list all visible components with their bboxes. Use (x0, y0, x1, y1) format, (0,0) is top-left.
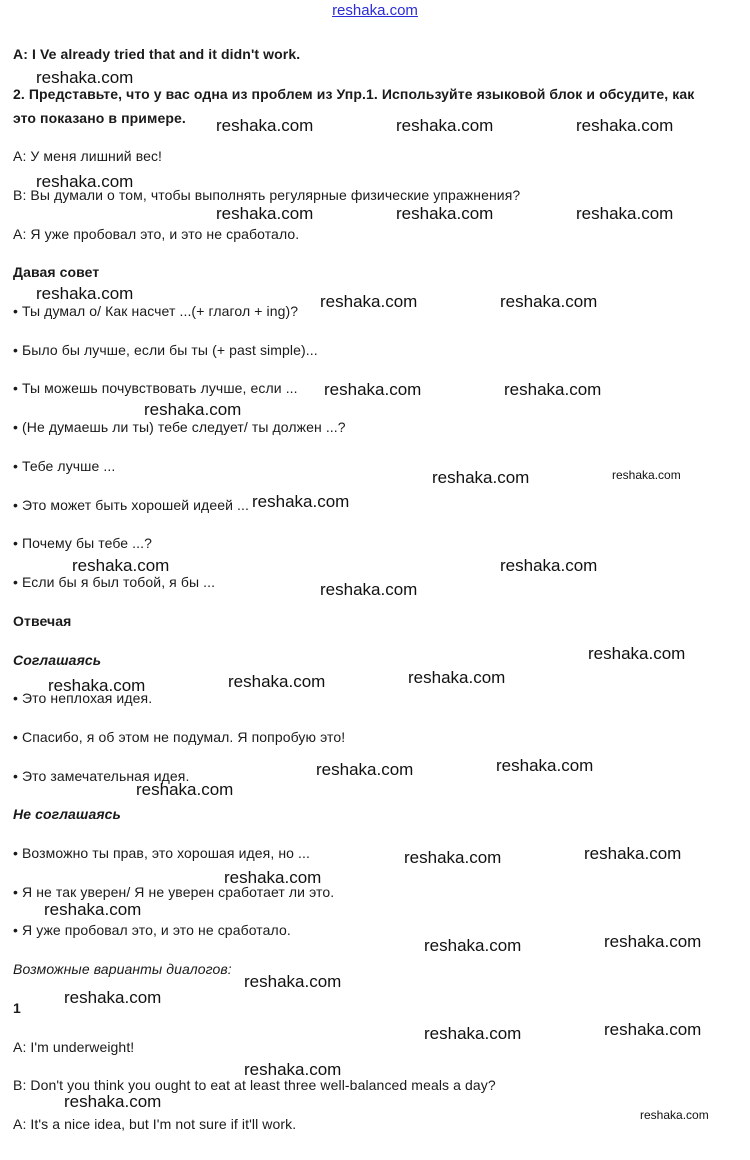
dialog-line-a1: А: У меня лишний вес! (13, 148, 163, 164)
watermark: reshaka.com (44, 900, 142, 919)
watermark: reshaka.com (496, 756, 594, 775)
watermark: reshaka.com (320, 292, 418, 311)
example-dialog-line: A: I'm underweight! (13, 1039, 135, 1055)
watermark: reshaka.com (36, 68, 134, 87)
agree-item: • Это неплохая идея. (13, 690, 153, 706)
disagree-item: • Я не так уверен/ Я не уверен сработает ли это. (13, 884, 335, 900)
watermark: reshaka.com (244, 972, 342, 991)
watermark: reshaka.com (216, 204, 314, 223)
section-heading-responding: Отвечая (13, 613, 72, 629)
watermark: reshaka.com (584, 844, 682, 863)
advice-item: • Было бы лучше, если бы ты (+ past simple)... (13, 342, 318, 358)
example-dialog-line: B: Don't you think you ought to eat at least three well-balanced meals a day? (13, 1077, 496, 1093)
advice-item: • Ты думал о/ Как насчет ...(+ глагол + ing)? (13, 303, 299, 319)
dialog-number: 1 (13, 1000, 21, 1016)
task-heading-line-1: 2. Представьте, что у вас одна из проблем из Упр.1. Используйте языковой блок и обсудите, как (13, 86, 695, 102)
watermark: reshaka.com (64, 1092, 162, 1111)
watermark: reshaka.com (144, 400, 242, 419)
watermark: reshaka.com (612, 468, 681, 482)
watermark: reshaka.com (252, 492, 350, 511)
watermark: reshaka.com (604, 932, 702, 951)
example-dialog-line: A: It's a nice idea, but I'm not sure if it'll work. (13, 1116, 297, 1132)
watermark: reshaka.com (500, 556, 598, 575)
advice-item: • (Не думаешь ли ты) тебе следует/ ты должен ...? (13, 419, 346, 435)
watermark: reshaka.com (576, 204, 674, 223)
watermark: reshaka.com (396, 204, 494, 223)
watermark: reshaka.com (216, 116, 314, 135)
subheading-agreeing: Соглашаясь (13, 652, 102, 668)
section-heading-advice: Давая совет (13, 264, 100, 280)
disagree-item: • Я уже пробовал это, и это не сработало. (13, 922, 291, 938)
watermark: reshaka.com (72, 556, 170, 575)
site-header-link[interactable]: reshaka.com (332, 2, 418, 19)
watermark: reshaka.com (404, 848, 502, 867)
watermark: reshaka.com (504, 380, 602, 399)
subheading-disagreeing: Не соглашаясь (13, 806, 121, 822)
advice-item: • Это может быть хорошей идеей ... (13, 497, 249, 513)
watermark: reshaka.com (64, 988, 162, 1007)
possible-dialogs-heading: Возможные варианты диалогов: (13, 961, 232, 977)
advice-item: • Если бы я был тобой, я бы ... (13, 574, 216, 590)
advice-item: • Тебе лучше ... (13, 458, 116, 474)
watermark: reshaka.com (48, 676, 146, 695)
watermark: reshaka.com (320, 580, 418, 599)
watermark: reshaka.com (136, 780, 234, 799)
dialog-line-a2: А: Я уже пробовал это, и это не сработало. (13, 226, 300, 242)
watermark: reshaka.com (36, 172, 134, 191)
watermark: reshaka.com (36, 284, 134, 303)
watermark: reshaka.com (396, 116, 494, 135)
watermark: reshaka.com (224, 868, 322, 887)
advice-item: • Почему бы тебе ...? (13, 535, 153, 551)
watermark: reshaka.com (324, 380, 422, 399)
watermark: reshaka.com (408, 668, 506, 687)
watermark: reshaka.com (424, 936, 522, 955)
disagree-item: • Возможно ты прав, это хорошая идея, но ... (13, 845, 311, 861)
watermark: reshaka.com (500, 292, 598, 311)
watermark: reshaka.com (244, 1060, 342, 1079)
text-line-dialog-english: A: I Ve already tried that and it didn't work. (13, 46, 301, 62)
watermark: reshaka.com (316, 760, 414, 779)
agree-item: • Спасибо, я об этом не подумал. Я попробую это! (13, 729, 346, 745)
task-heading-line-2: это показано в примере. (13, 110, 186, 126)
watermark: reshaka.com (604, 1020, 702, 1039)
watermark: reshaka.com (576, 116, 674, 135)
advice-item: • Ты можешь почувствовать лучше, если ... (13, 380, 298, 396)
watermark: reshaka.com (640, 1108, 709, 1122)
watermark: reshaka.com (432, 468, 530, 487)
agree-item: • Это замечательная идея. (13, 768, 190, 784)
watermark: reshaka.com (588, 644, 686, 663)
watermark: reshaka.com (424, 1024, 522, 1043)
watermark: reshaka.com (228, 672, 326, 691)
dialog-line-b1: В: Вы думали о том, чтобы выполнять регулярные физические упражнения? (13, 187, 521, 203)
